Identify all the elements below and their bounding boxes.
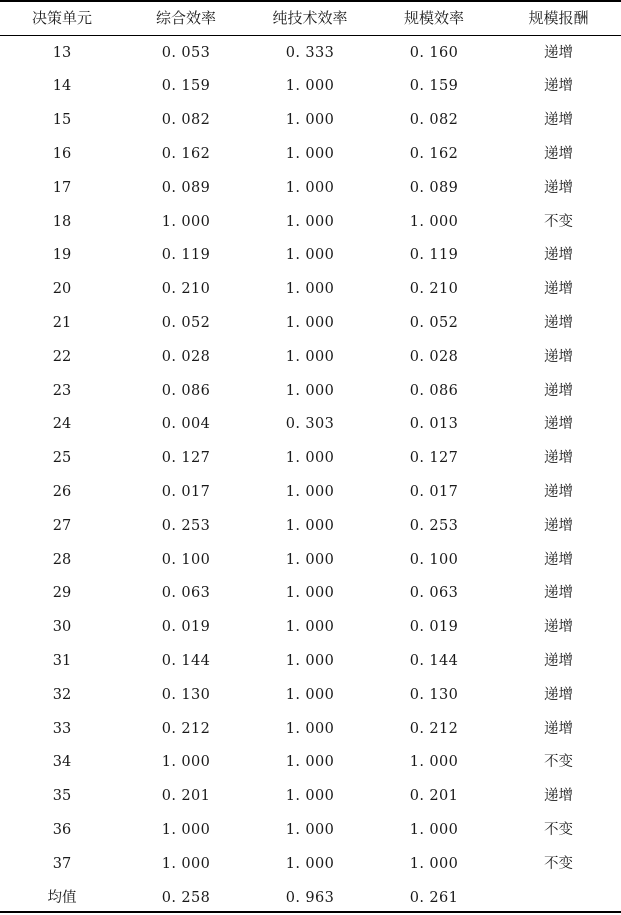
cell-decision-unit: 26 [52,484,72,500]
table-row [0,104,621,138]
cell-scale-efficiency: 0. 144 [409,652,459,669]
cell-pure-technical-efficiency: 1. 000 [285,720,335,737]
table-row [0,543,621,577]
header-returns-to-scale: 规模报酬 [528,8,589,27]
cell-overall-efficiency: 0. 159 [161,78,211,95]
cell-scale-efficiency: 0. 159 [409,78,459,95]
cell-overall-efficiency: 0. 053 [161,44,211,61]
cell-overall-efficiency: 0. 004 [161,416,211,433]
table-row [0,577,621,611]
cell-decision-unit: 19 [52,247,72,264]
cell-decision-unit: 13 [52,44,72,61]
table-row [0,611,621,645]
cell-returns-to-scale: 递增 [544,44,573,61]
cell-scale-efficiency: 0. 028 [409,348,459,365]
cell-scale-efficiency: 0. 063 [409,585,459,602]
cell-decision-unit: 36 [52,821,72,838]
cell-pure-technical-efficiency: 1. 000 [285,821,335,838]
cell-decision-unit: 20 [52,281,72,298]
table-row [0,408,621,442]
cell-scale-efficiency: 0. 089 [409,179,459,196]
cell-overall-efficiency: 0. 253 [161,517,211,534]
cell-decision-unit: 15 [52,112,72,129]
table-row [0,712,621,746]
table-row [0,780,621,814]
cell-pure-technical-efficiency: 1. 000 [285,281,335,298]
cell-returns-to-scale: 不变 [544,213,573,230]
cell-pure-technical-efficiency: 1. 000 [285,78,335,95]
table-row [0,340,621,374]
cell-scale-efficiency: 0. 086 [409,382,459,399]
cell-pure-technical-efficiency: 1. 000 [285,788,335,805]
cell-overall-efficiency: 0. 086 [161,382,211,399]
table-row [0,273,621,307]
cell-scale-efficiency: 1. 000 [409,821,459,838]
cell-decision-unit: 23 [52,382,72,399]
cell-pure-technical-efficiency: 1. 000 [285,146,335,163]
cell-overall-efficiency: 0. 162 [161,146,211,163]
cell-pure-technical-efficiency: 1. 000 [285,754,335,771]
cell-pure-technical-efficiency: 1. 000 [285,315,335,332]
cell-returns-to-scale: 递增 [544,281,573,298]
cell-pure-technical-efficiency: 1. 000 [285,348,335,365]
cell-pure-technical-efficiency: 1. 000 [285,382,335,399]
cell-scale-efficiency: 0. 100 [409,551,459,568]
cell-overall-efficiency: 0. 144 [161,652,211,669]
cell-returns-to-scale: 递增 [544,78,573,95]
cell-returns-to-scale: 递增 [544,686,573,703]
cell-returns-to-scale: 递增 [544,382,573,399]
table-row [0,678,621,712]
cell-overall-efficiency: 0. 258 [161,889,211,906]
cell-scale-efficiency: 0. 253 [409,517,459,534]
cell-pure-technical-efficiency: 1. 000 [285,247,335,264]
cell-overall-efficiency: 0. 052 [161,315,211,332]
cell-scale-efficiency: 0. 019 [409,619,459,636]
cell-overall-efficiency: 0. 130 [161,686,211,703]
cell-overall-efficiency: 0. 119 [161,247,211,264]
cell-returns-to-scale: 递增 [544,179,573,196]
cell-overall-efficiency: 0. 063 [161,585,211,602]
cell-overall-efficiency: 0. 100 [161,551,211,568]
cell-decision-unit: 均值 [47,889,77,906]
cell-decision-unit: 21 [52,315,72,332]
cell-scale-efficiency: 0. 082 [409,112,459,129]
cell-scale-efficiency: 0. 212 [409,720,459,737]
cell-scale-efficiency: 0. 162 [409,146,459,163]
cell-pure-technical-efficiency: 1. 000 [285,686,335,703]
table-row [0,137,621,171]
cell-pure-technical-efficiency: 0. 333 [285,44,335,61]
table-row [0,70,621,104]
table-row [0,475,621,509]
cell-decision-unit: 34 [52,754,72,771]
cell-scale-efficiency: 0. 261 [409,889,459,906]
cell-returns-to-scale: 递增 [544,247,573,264]
cell-overall-efficiency: 0. 028 [161,348,211,365]
table-body [0,36,621,915]
cell-pure-technical-efficiency: 1. 000 [285,855,335,872]
cell-decision-unit: 29 [52,585,72,602]
cell-overall-efficiency: 1. 000 [161,821,211,838]
cell-returns-to-scale: 递增 [544,619,573,636]
cell-decision-unit: 27 [52,517,72,534]
cell-decision-unit: 18 [52,213,72,230]
header-pure-technical-efficiency: 纯技术效率 [272,8,348,27]
cell-decision-unit: 16 [52,146,72,163]
cell-decision-unit: 14 [52,78,72,95]
cell-scale-efficiency: 1. 000 [409,213,459,230]
cell-pure-technical-efficiency: 0. 303 [285,416,335,433]
cell-pure-technical-efficiency: 1. 000 [285,213,335,230]
cell-scale-efficiency: 0. 052 [409,315,459,332]
cell-decision-unit: 17 [52,179,72,196]
cell-returns-to-scale: 不变 [544,821,573,838]
cell-overall-efficiency: 0. 210 [161,281,211,298]
table-row [0,746,621,780]
cell-pure-technical-efficiency: 0. 963 [285,889,335,906]
cell-decision-unit: 35 [52,788,72,805]
cell-decision-unit: 24 [52,416,72,433]
cell-returns-to-scale: 不变 [544,855,573,872]
cell-decision-unit: 33 [52,720,72,737]
cell-scale-efficiency: 1. 000 [409,855,459,872]
cell-scale-efficiency: 1. 000 [409,754,459,771]
bottom-rule [0,911,621,913]
cell-decision-unit: 22 [52,348,72,365]
table-row [0,644,621,678]
cell-decision-unit: 32 [52,686,72,703]
cell-overall-efficiency: 1. 000 [161,213,211,230]
cell-pure-technical-efficiency: 1. 000 [285,517,335,534]
table-row [0,374,621,408]
cell-pure-technical-efficiency: 1. 000 [285,112,335,129]
cell-scale-efficiency: 0. 130 [409,686,459,703]
cell-scale-efficiency: 0. 013 [409,416,459,433]
cell-overall-efficiency: 0. 201 [161,788,211,805]
cell-scale-efficiency: 0. 160 [409,44,459,61]
cell-returns-to-scale: 递增 [544,450,573,467]
table-row [0,442,621,476]
cell-scale-efficiency: 0. 119 [409,247,459,264]
table-row [0,306,621,340]
cell-returns-to-scale: 递增 [544,720,573,737]
cell-returns-to-scale: 不变 [544,754,573,771]
table-row [0,847,621,881]
cell-pure-technical-efficiency: 1. 000 [285,585,335,602]
cell-pure-technical-efficiency: 1. 000 [285,179,335,196]
cell-returns-to-scale: 递增 [544,652,573,669]
cell-returns-to-scale: 递增 [544,315,573,332]
cell-overall-efficiency: 0. 089 [161,179,211,196]
cell-pure-technical-efficiency: 1. 000 [285,652,335,669]
cell-pure-technical-efficiency: 1. 000 [285,484,335,500]
table-row [0,239,621,273]
cell-returns-to-scale: 递增 [544,517,573,534]
cell-overall-efficiency: 0. 127 [161,450,211,467]
header-overall-efficiency: 综合效率 [155,8,216,27]
table-row [0,205,621,239]
cell-returns-to-scale: 递增 [544,416,573,433]
table-row [0,171,621,205]
table-row [0,813,621,847]
cell-returns-to-scale: 递增 [544,585,573,602]
cell-overall-efficiency: 1. 000 [161,754,211,771]
cell-scale-efficiency: 0. 201 [409,788,459,805]
cell-pure-technical-efficiency: 1. 000 [285,450,335,467]
cell-returns-to-scale: 递增 [544,484,573,500]
cell-overall-efficiency: 0. 082 [161,112,211,129]
cell-returns-to-scale: 递增 [544,146,573,163]
cell-overall-efficiency: 0. 019 [161,619,211,636]
cell-overall-efficiency: 1. 000 [161,855,211,872]
cell-scale-efficiency: 0. 127 [409,450,459,467]
cell-decision-unit: 31 [52,652,72,669]
cell-overall-efficiency: 0. 017 [161,484,211,500]
cell-decision-unit: 25 [52,450,72,467]
table-row [0,36,621,70]
cell-returns-to-scale: 递增 [544,551,573,568]
cell-decision-unit: 37 [52,855,72,872]
cell-returns-to-scale: 递增 [544,112,573,129]
cell-pure-technical-efficiency: 1. 000 [285,619,335,636]
cell-scale-efficiency: 0. 210 [409,281,459,298]
cell-decision-unit: 28 [52,551,72,568]
cell-returns-to-scale: 递增 [544,788,573,805]
cell-decision-unit: 30 [52,619,72,636]
table-header-row [0,2,621,36]
table-row [0,881,621,915]
header-scale-efficiency: 规模效率 [403,8,464,27]
cell-pure-technical-efficiency: 1. 000 [285,551,335,568]
cell-returns-to-scale: 递增 [544,348,573,365]
table-row [0,509,621,543]
cell-overall-efficiency: 0. 212 [161,720,211,737]
cell-scale-efficiency: 0. 017 [409,484,459,500]
header-decision-unit: 决策单元 [31,8,92,27]
